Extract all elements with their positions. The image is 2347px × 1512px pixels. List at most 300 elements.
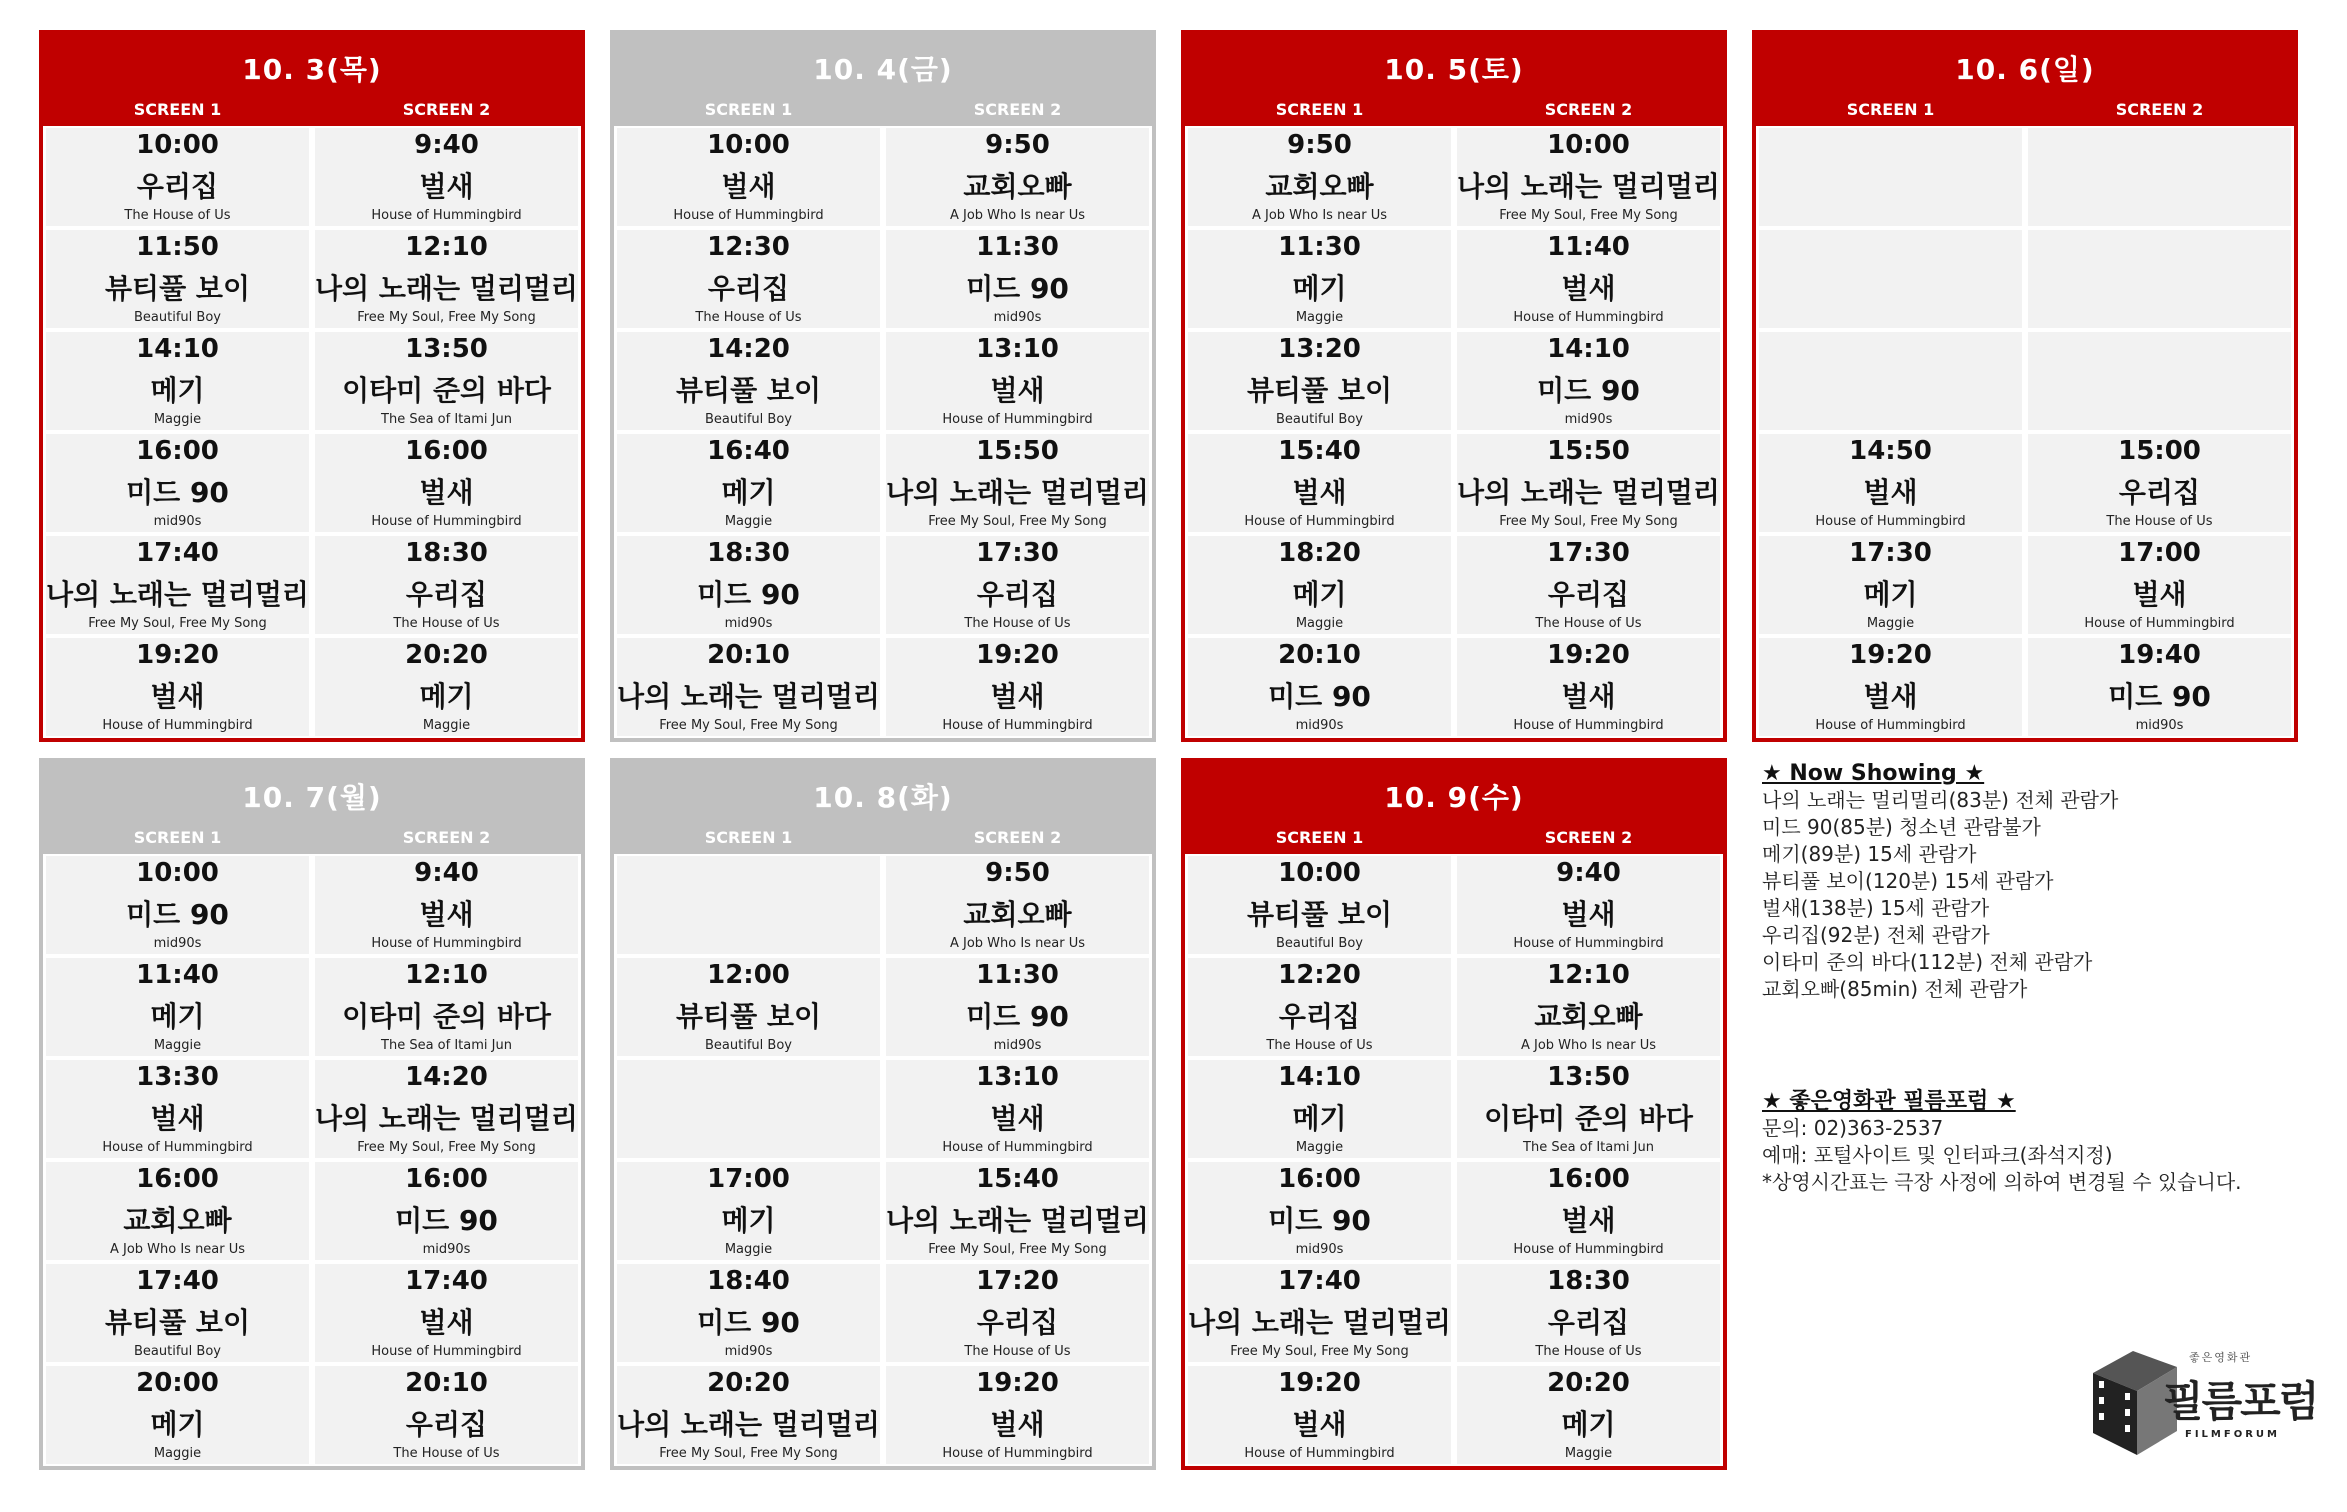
movie-title: 벌새	[990, 1102, 1045, 1135]
screen2-label: SCREEN 2	[402, 828, 491, 847]
showtime-cell	[315, 958, 578, 1056]
showtime-cell	[1188, 1264, 1451, 1362]
movie-english-title: Maggie	[422, 718, 471, 733]
showtime-cell	[1759, 638, 2022, 736]
movie-english-title: Maggie	[724, 1242, 773, 1257]
movie-title: 이타미 준의 바다	[342, 374, 551, 407]
movie-english-title: House of Hummingbird	[371, 208, 522, 223]
showtime-cell	[315, 434, 578, 532]
movie-english-title: mid90s	[2135, 718, 2184, 733]
showtime-time: 18:30	[707, 538, 790, 568]
showtime-cell	[617, 1264, 880, 1362]
showtime-time: 17:30	[1547, 538, 1630, 568]
showtime-cell	[1759, 536, 2022, 634]
day-title: 10. 5(토)	[1384, 53, 1524, 86]
showtime-cell	[46, 1264, 309, 1362]
showtime-cell	[1457, 230, 1720, 328]
movie-title: 이타미 준의 바다	[1484, 1102, 1693, 1135]
movie-english-title: Free My Soul, Free My Song	[928, 514, 1107, 529]
day-panel-d2	[610, 30, 1156, 742]
showtime-cell	[617, 958, 880, 1056]
venue-heading: ★ 좋은영화관 필름포럼 ★	[1762, 1089, 2016, 1114]
now-showing-item: 나의 노래는 멀리멀리(83분) 전체 관람가	[1762, 788, 2119, 812]
screen2-label: SCREEN 2	[1544, 100, 1633, 119]
movie-english-title: Maggie	[1866, 616, 1915, 631]
movie-english-title: A Job Who Is near Us	[1520, 1038, 1657, 1053]
movie-english-title: House of Hummingbird	[371, 936, 522, 951]
empty-showtime-cell	[2028, 230, 2291, 328]
empty-showtime-cell	[2028, 332, 2291, 430]
showtime-time: 17:30	[976, 538, 1059, 568]
showtime-cell	[46, 1162, 309, 1260]
movie-english-title: House of Hummingbird	[371, 514, 522, 529]
showtime-time: 17:00	[2118, 538, 2201, 568]
movie-english-title: mid90s	[153, 514, 202, 529]
showtime-cell	[46, 332, 309, 430]
showtime-cell	[1188, 1162, 1451, 1260]
showtime-grid	[1756, 126, 2294, 738]
empty-showtime-cell	[1759, 332, 2022, 430]
showtime-time: 15:40	[1278, 436, 1361, 466]
showtime-cell	[46, 856, 309, 954]
showtime-time: 20:20	[1547, 1368, 1630, 1398]
showtime-cell	[1188, 1366, 1451, 1464]
movie-title: 벌새	[150, 680, 205, 713]
day-panel-d7	[1181, 758, 1727, 1470]
movie-title: 벌새	[1561, 272, 1616, 305]
showtime-time: 18:30	[405, 538, 488, 568]
movie-title: 벌새	[990, 1408, 1045, 1441]
day-title: 10. 4(금)	[813, 53, 953, 86]
movie-title: 우리집	[1547, 578, 1630, 611]
movie-english-title: The House of Us	[1266, 1038, 1373, 1053]
showtime-cell	[1457, 1366, 1720, 1464]
showtime-time: 10:00	[707, 130, 790, 160]
movie-title: 나의 노래는 멀리멀리	[617, 1408, 880, 1441]
movie-english-title: House of Hummingbird	[371, 1344, 522, 1359]
showtime-cell	[2028, 638, 2291, 736]
day-panel-d6	[610, 758, 1156, 1470]
showtime-cell	[1457, 536, 1720, 634]
showtime-time: 17:30	[1849, 538, 1932, 568]
showtime-cell	[46, 1366, 309, 1464]
showtime-time: 17:40	[405, 1266, 488, 1296]
showtime-time: 19:20	[1849, 640, 1932, 670]
movie-title: 메기	[150, 1408, 205, 1441]
showtime-time: 14:20	[405, 1062, 488, 1092]
movie-english-title: mid90s	[724, 616, 773, 631]
movie-english-title: Free My Soul, Free My Song	[1499, 208, 1678, 223]
showtime-time: 9:40	[1556, 858, 1621, 888]
movie-english-title: The House of Us	[1535, 616, 1642, 631]
movie-title: 벌새	[1561, 680, 1616, 713]
movie-title: 미드 90	[126, 898, 229, 931]
showtime-cell	[1457, 332, 1720, 430]
showtime-time: 14:10	[1547, 334, 1630, 364]
venue-booking: 예매: 포털사이트 및 인터파크(좌석지정)	[1762, 1143, 2113, 1167]
showtime-grid	[1185, 854, 1723, 1466]
movie-english-title: Beautiful Boy	[134, 1344, 221, 1359]
movie-title: 미드 90	[126, 476, 229, 509]
movie-english-title: mid90s	[993, 310, 1042, 325]
movie-english-title: Beautiful Boy	[705, 1038, 792, 1053]
movie-title: 벌새	[1561, 1204, 1616, 1237]
showtime-cell	[1457, 1060, 1720, 1158]
movie-english-title: Maggie	[1564, 1446, 1613, 1461]
showtime-time: 19:20	[976, 640, 1059, 670]
showtime-grid	[614, 854, 1152, 1466]
movie-title: 메기	[1561, 1408, 1616, 1441]
movie-title: 메기	[1292, 272, 1347, 305]
showtime-cell	[617, 128, 880, 226]
movie-title: 우리집	[976, 1306, 1059, 1339]
showtime-time: 16:00	[1278, 1164, 1361, 1194]
showtime-time: 16:40	[707, 436, 790, 466]
movie-title: 미드 90	[1268, 1204, 1371, 1237]
day-title: 10. 8(화)	[813, 781, 953, 814]
day-header	[43, 762, 581, 854]
showtime-time: 18:30	[1547, 1266, 1630, 1296]
movie-english-title: House of Hummingbird	[2084, 616, 2235, 631]
showtime-time: 13:10	[976, 1062, 1059, 1092]
movie-english-title: mid90s	[422, 1242, 471, 1257]
day-panel-d5	[39, 758, 585, 1470]
showtime-time: 20:10	[405, 1368, 488, 1398]
movie-title: 나의 노래는 멀리멀리	[315, 272, 578, 305]
movie-title: 우리집	[1547, 1306, 1630, 1339]
showtime-time: 15:50	[976, 436, 1059, 466]
movie-english-title: House of Hummingbird	[942, 718, 1093, 733]
showtime-time: 11:40	[136, 960, 219, 990]
screen1-label: SCREEN 1	[704, 100, 793, 119]
showtime-time: 14:10	[136, 334, 219, 364]
day-panel-d3	[1181, 30, 1727, 742]
now-showing-item: 이타미 준의 바다(112분) 전체 관람가	[1762, 950, 2093, 974]
movie-title: 메기	[721, 476, 776, 509]
movie-title: 벌새	[419, 170, 474, 203]
showtime-cell	[1457, 128, 1720, 226]
showtime-time: 20:10	[707, 640, 790, 670]
showtime-time: 10:00	[1278, 858, 1361, 888]
now-showing-item: 교회오빠(85min) 전체 관람가	[1762, 977, 2028, 1001]
movie-english-title: mid90s	[1295, 718, 1344, 733]
day-header	[1756, 34, 2294, 126]
day-header	[1185, 34, 1723, 126]
movie-english-title: House of Hummingbird	[1244, 1446, 1395, 1461]
showtime-cell	[1188, 128, 1451, 226]
movie-english-title: mid90s	[1295, 1242, 1344, 1257]
showtime-cell	[1188, 856, 1451, 954]
showtime-time: 16:00	[405, 436, 488, 466]
movie-title: 벌새	[1863, 476, 1918, 509]
showtime-cell	[1759, 434, 2022, 532]
showtime-cell	[886, 638, 1149, 736]
showtime-grid	[43, 854, 581, 1466]
showtime-time: 13:30	[136, 1062, 219, 1092]
logo-name-en: FILMFORUM	[2185, 1429, 2280, 1440]
screen1-label: SCREEN 1	[133, 828, 222, 847]
movie-title: 나의 노래는 멀리멀리	[1457, 170, 1720, 203]
showtime-time: 12:00	[707, 960, 790, 990]
showtime-time: 17:40	[1278, 1266, 1361, 1296]
showtime-time: 12:20	[1278, 960, 1361, 990]
movie-title: 나의 노래는 멀리멀리	[886, 476, 1149, 509]
showtime-time: 10:00	[136, 858, 219, 888]
screen1-label: SCREEN 1	[133, 100, 222, 119]
movie-english-title: mid90s	[724, 1344, 773, 1359]
movie-english-title: Maggie	[1295, 310, 1344, 325]
movie-english-title: Free My Soul, Free My Song	[357, 1140, 536, 1155]
day-title: 10. 3(목)	[242, 53, 382, 86]
showtime-cell	[46, 536, 309, 634]
showtime-time: 10:00	[1547, 130, 1630, 160]
movie-title: 벌새	[419, 898, 474, 931]
movie-english-title: The House of Us	[393, 1446, 500, 1461]
showtime-time: 17:00	[707, 1164, 790, 1194]
movie-english-title: The House of Us	[124, 208, 231, 223]
movie-english-title: House of Hummingbird	[102, 718, 253, 733]
screen2-label: SCREEN 2	[402, 100, 491, 119]
movie-title: 우리집	[405, 1408, 488, 1441]
showtime-cell	[886, 856, 1149, 954]
movie-title: 미드 90	[697, 1306, 800, 1339]
movie-title: 벌새	[1561, 898, 1616, 931]
day-header	[614, 34, 1152, 126]
movie-english-title: A Job Who Is near Us	[1251, 208, 1388, 223]
day-title: 10. 7(월)	[242, 781, 382, 814]
showtime-cell	[46, 1060, 309, 1158]
movie-title: 우리집	[1278, 1000, 1361, 1033]
empty-showtime-cell	[1759, 128, 2022, 226]
movie-english-title: The House of Us	[393, 616, 500, 631]
showtime-cell	[1457, 1264, 1720, 1362]
showtime-cell	[886, 332, 1149, 430]
showtime-time: 14:50	[1849, 436, 1932, 466]
showtime-time: 19:20	[1278, 1368, 1361, 1398]
venue-notice: *상영시간표는 극장 사정에 의하여 변경될 수 있습니다.	[1762, 1170, 2242, 1194]
showtime-time: 16:00	[136, 1164, 219, 1194]
venue-contact: 문의: 02)363-2537	[1762, 1116, 1944, 1140]
movie-title: 교회오빠	[1534, 1000, 1643, 1033]
movie-title: 교회오빠	[963, 898, 1072, 931]
movie-title: 메기	[1863, 578, 1918, 611]
showtime-time: 13:20	[1278, 334, 1361, 364]
now-showing-item: 미드 90(85분) 청소년 관람불가	[1762, 815, 2041, 839]
movie-english-title: Maggie	[153, 1446, 202, 1461]
showtime-cell	[617, 638, 880, 736]
showtime-cell	[315, 1060, 578, 1158]
movie-title: 뷰티풀 보이	[1247, 898, 1392, 931]
screen1-label: SCREEN 1	[1275, 828, 1364, 847]
day-title: 10. 9(수)	[1384, 781, 1524, 814]
movie-english-title: House of Hummingbird	[1244, 514, 1395, 529]
showtime-cell	[1457, 638, 1720, 736]
empty-showtime-cell	[617, 856, 880, 954]
showtime-grid	[1185, 126, 1723, 738]
movie-english-title: The House of Us	[964, 1344, 1071, 1359]
movie-title: 메기	[1292, 578, 1347, 611]
movie-english-title: Beautiful Boy	[705, 412, 792, 427]
movie-english-title: Maggie	[724, 514, 773, 529]
showtime-time: 11:30	[1278, 232, 1361, 262]
movie-english-title: House of Hummingbird	[942, 1140, 1093, 1155]
movie-title: 벌새	[721, 170, 776, 203]
showtime-time: 12:30	[707, 232, 790, 262]
showtime-time: 11:40	[1547, 232, 1630, 262]
movie-title: 미드 90	[395, 1204, 498, 1237]
screen1-label: SCREEN 1	[1846, 100, 1935, 119]
movie-title: 미드 90	[966, 272, 1069, 305]
movie-english-title: House of Hummingbird	[1513, 936, 1664, 951]
movie-english-title: The House of Us	[2106, 514, 2213, 529]
movie-title: 벌새	[419, 476, 474, 509]
showtime-time: 12:10	[1547, 960, 1630, 990]
movie-english-title: mid90s	[153, 936, 202, 951]
screen2-label: SCREEN 2	[2115, 100, 2204, 119]
movie-english-title: Beautiful Boy	[1276, 412, 1363, 427]
day-header	[1185, 762, 1723, 854]
showtime-cell	[46, 958, 309, 1056]
showtime-cell	[315, 638, 578, 736]
showtime-time: 19:40	[2118, 640, 2201, 670]
movie-english-title: The House of Us	[964, 616, 1071, 631]
showtime-cell	[1188, 536, 1451, 634]
movie-title: 나의 노래는 멀리멀리	[315, 1102, 578, 1135]
showtime-cell	[886, 536, 1149, 634]
movie-title: 나의 노래는 멀리멀리	[46, 578, 309, 611]
screen2-label: SCREEN 2	[1544, 828, 1633, 847]
movie-english-title: House of Hummingbird	[1513, 718, 1664, 733]
movie-english-title: Maggie	[1295, 1140, 1344, 1155]
movie-title: 벌새	[990, 680, 1045, 713]
movie-title: 미드 90	[966, 1000, 1069, 1033]
showtime-cell	[46, 230, 309, 328]
movie-title: 뷰티풀 보이	[676, 374, 821, 407]
showtime-time: 15:50	[1547, 436, 1630, 466]
showtime-cell	[1457, 1162, 1720, 1260]
showtime-cell	[315, 856, 578, 954]
movie-english-title: Beautiful Boy	[134, 310, 221, 325]
movie-title: 교회오빠	[963, 170, 1072, 203]
screen2-label: SCREEN 2	[973, 828, 1062, 847]
now-showing-heading: ★ Now Showing ★	[1762, 761, 1985, 786]
movie-english-title: House of Hummingbird	[942, 412, 1093, 427]
movie-title: 벌새	[419, 1306, 474, 1339]
showtime-cell	[886, 230, 1149, 328]
showtime-cell	[1457, 958, 1720, 1056]
movie-english-title: mid90s	[1564, 412, 1613, 427]
showtime-cell	[315, 536, 578, 634]
now-showing-item: 메기(89분) 15세 관람가	[1762, 842, 1977, 866]
showtime-cell	[315, 1264, 578, 1362]
movie-title: 미드 90	[1268, 680, 1371, 713]
showtime-cell	[315, 128, 578, 226]
showtime-cell	[46, 128, 309, 226]
showtime-time: 15:40	[976, 1164, 1059, 1194]
showtime-cell	[1457, 434, 1720, 532]
movie-title: 미드 90	[2108, 680, 2211, 713]
movie-english-title: A Job Who Is near Us	[949, 208, 1086, 223]
movie-title: 나의 노래는 멀리멀리	[1188, 1306, 1451, 1339]
screen1-label: SCREEN 1	[704, 828, 793, 847]
showtime-grid	[614, 126, 1152, 738]
logo-tagline: 좋은영화관	[2189, 1351, 2253, 1364]
movie-title: 우리집	[2118, 476, 2201, 509]
movie-english-title: A Job Who Is near Us	[949, 936, 1086, 951]
showtime-time: 14:20	[707, 334, 790, 364]
movie-title: 미드 90	[1537, 374, 1640, 407]
day-header	[43, 34, 581, 126]
showtime-cell	[886, 1264, 1149, 1362]
showtime-cell	[1188, 1060, 1451, 1158]
movie-title: 메기	[1292, 1102, 1347, 1135]
showtime-time: 16:00	[1547, 1164, 1630, 1194]
movie-title: 벌새	[1292, 1408, 1347, 1441]
venue-panel	[1762, 1088, 2242, 1196]
showtime-cell	[886, 128, 1149, 226]
screen2-label: SCREEN 2	[973, 100, 1062, 119]
movie-english-title: The Sea of Itami Jun	[381, 412, 512, 427]
empty-showtime-cell	[617, 1060, 880, 1158]
showtime-grid	[43, 126, 581, 738]
movie-title: 메기	[419, 680, 474, 713]
showtime-cell	[1188, 958, 1451, 1056]
movie-title: 나의 노래는 멀리멀리	[617, 680, 880, 713]
showtime-time: 14:10	[1278, 1062, 1361, 1092]
movie-title: 뷰티풀 보이	[676, 1000, 821, 1033]
showtime-time: 18:20	[1278, 538, 1361, 568]
showtime-time: 17:20	[976, 1266, 1059, 1296]
showtime-cell	[886, 1060, 1149, 1158]
movie-english-title: House of Hummingbird	[1815, 514, 1966, 529]
showtime-cell	[617, 230, 880, 328]
showtime-time: 20:20	[405, 640, 488, 670]
movie-english-title: A Job Who Is near Us	[109, 1242, 246, 1257]
showtime-time: 18:40	[707, 1266, 790, 1296]
movie-title: 우리집	[405, 578, 488, 611]
showtime-cell	[617, 536, 880, 634]
movie-english-title: Free My Soul, Free My Song	[659, 718, 838, 733]
showtime-time: 9:50	[985, 130, 1050, 160]
movie-english-title: Free My Soul, Free My Song	[928, 1242, 1107, 1257]
movie-title: 뷰티풀 보이	[1247, 374, 1392, 407]
filmforum-logo	[2085, 1345, 2318, 1460]
showtime-cell	[1188, 230, 1451, 328]
showtime-cell	[617, 1162, 880, 1260]
movie-title: 미드 90	[697, 578, 800, 611]
movie-title: 메기	[150, 374, 205, 407]
movie-english-title: Free My Soul, Free My Song	[1499, 514, 1678, 529]
showtime-time: 16:00	[136, 436, 219, 466]
movie-english-title: Beautiful Boy	[1276, 936, 1363, 951]
showtime-time: 12:10	[405, 960, 488, 990]
showtime-time: 13:50	[1547, 1062, 1630, 1092]
showtime-time: 19:20	[136, 640, 219, 670]
movie-english-title: House of Hummingbird	[673, 208, 824, 223]
day-header	[614, 762, 1152, 854]
movie-title: 벌새	[1292, 476, 1347, 509]
showtime-cell	[315, 1366, 578, 1464]
showtime-time: 11:30	[976, 960, 1059, 990]
showtime-cell	[617, 332, 880, 430]
showtime-time: 11:30	[976, 232, 1059, 262]
movie-title: 나의 노래는 멀리멀리	[886, 1204, 1149, 1237]
empty-showtime-cell	[1759, 230, 2022, 328]
showtime-time: 9:40	[414, 858, 479, 888]
movie-english-title: House of Hummingbird	[1513, 310, 1664, 325]
showtime-time: 17:40	[136, 538, 219, 568]
showtime-cell	[2028, 434, 2291, 532]
